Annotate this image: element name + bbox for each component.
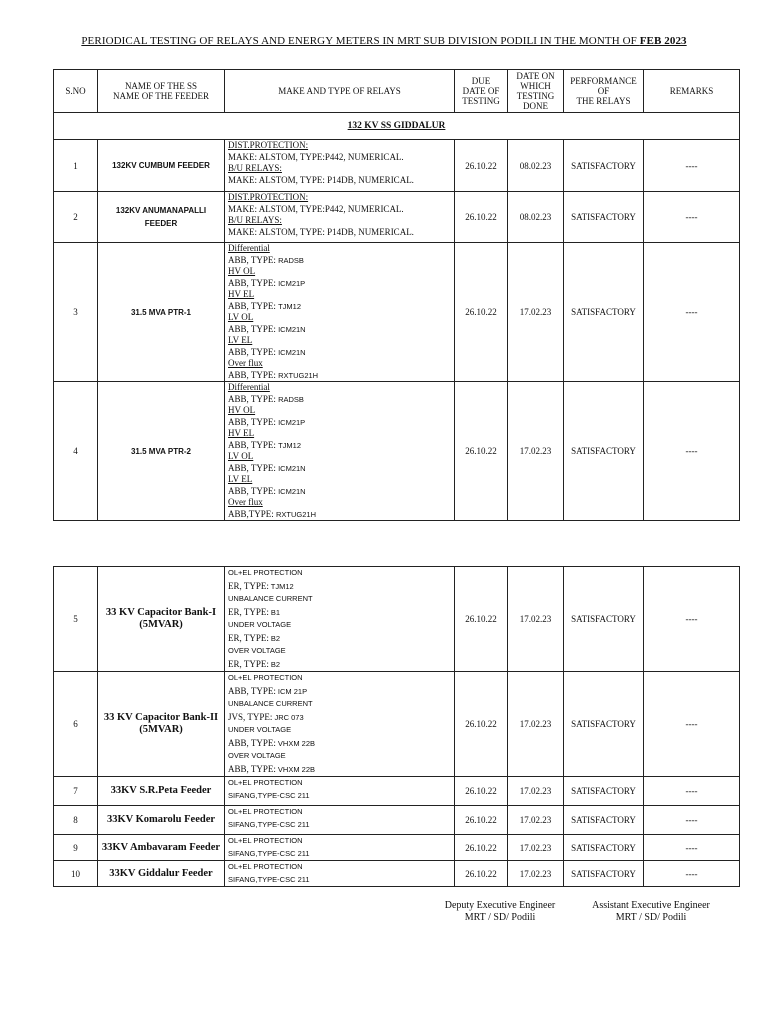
cell-performance: SATISFACTORY [564,672,644,777]
signature-office: MRT / SD/ Podili [464,912,536,923]
cell-performance: SATISFACTORY [564,140,644,192]
relay-line: Over flux [228,358,263,368]
cell-performance: SATISFACTORY [564,777,644,806]
cell-relays [225,777,455,806]
table-row [54,835,740,861]
relay-line: ER, TYPE: B2 [228,658,281,669]
header-due: DUE DATE OF TESTING [455,70,508,113]
cell-remarks: ---- [644,192,740,243]
relay-line: UNDER VOLTAGE [228,725,292,734]
title-month: FEB 2023 [639,35,687,47]
cell-remarks: ---- [644,777,740,806]
page-title [0,35,768,47]
relay-line: ABB, TYPE: RADSB [228,393,304,404]
relay-line: OVER VOLTAGE [228,751,286,760]
relay-line: UNBALANCE CURRENT [228,699,313,708]
relay-line: ABB,TYPE: RXTUG21H [228,508,317,519]
cell-remarks: ---- [644,672,740,777]
cell-remarks: ---- [644,861,740,887]
relay-line: DIST.PROTECTION: [228,140,309,150]
cell-sno: 8 [54,806,98,835]
relay-line: ABB, TYPE: VHXM 22B [228,737,316,748]
cell-due-date: 26.10.22 [455,835,508,861]
cell-name: 33KV Komarolu Feeder [98,806,225,835]
title-text: PERIODICAL TESTING OF RELAYS AND ENERGY METERS IN MRT SUB DIVISION PODILI IN THE MONTH OF [81,35,640,47]
cell-name: 132KV CUMBUM FEEDER [98,140,225,192]
relay-line: ABB, TYPE: VHXM 22B [228,763,316,774]
relay-line: MAKE: ALSTOM, TYPE:P442, NUMERICAL. [228,151,404,162]
table-row [54,567,740,672]
signature-title: Assistant Executive Engineer [592,900,710,911]
relay-line: OL+EL PROTECTION [228,862,303,871]
relay-line: Differential [228,382,270,392]
relay-line: OL+EL PROTECTION [228,778,303,787]
table-row [54,382,740,521]
cell-sno: 9 [54,835,98,861]
table-row [54,192,740,243]
cell-due-date: 26.10.22 [455,567,508,672]
cell-remarks: ---- [644,567,740,672]
relay-line: ABB, TYPE: ICM21N [228,346,306,357]
cell-done-date: 17.02.23 [508,672,564,777]
cell-sno: 10 [54,861,98,887]
cell-sno: 2 [54,192,98,243]
cell-relays [225,567,455,672]
cell-sno: 4 [54,382,98,521]
cell-done-date: 17.02.23 [508,777,564,806]
relay-line: OL+EL PROTECTION [228,673,303,682]
relay-line: B/U RELAYS: [228,163,282,173]
cell-name: 33KV Ambavaram Feeder [98,835,225,861]
relay-line: Differential [228,243,270,253]
cell-done-date: 17.02.23 [508,861,564,887]
cell-remarks: ---- [644,243,740,382]
relay-line: SIFANG,TYPE-CSC 211 [228,790,310,800]
cell-relays [225,835,455,861]
relay-line: DIST.PROTECTION: [228,192,309,202]
relay-table-part-2 [53,566,740,887]
relay-line: HV EL [228,428,255,438]
relay-line: ABB, TYPE: ICM21N [228,485,306,496]
cell-name: 33KV S.R.Peta Feeder [98,777,225,806]
relay-line: LV EL [228,474,253,484]
relay-table-part-1 [53,69,740,521]
cell-name: 33KV Giddalur Feeder [98,861,225,887]
relay-line: LV EL [228,335,253,345]
relay-line: ABB, TYPE: ICM21N [228,462,306,473]
cell-due-date: 26.10.22 [455,243,508,382]
cell-performance: SATISFACTORY [564,567,644,672]
relay-line: ABB, TYPE: ICM21P [228,277,306,288]
header-name: NAME OF THE SS NAME OF THE FEEDER [98,70,225,113]
cell-relays [225,672,455,777]
cell-remarks: ---- [644,806,740,835]
cell-performance: SATISFACTORY [564,806,644,835]
relay-line: UNBALANCE CURRENT [228,594,313,603]
cell-name: 33 KV Capacitor Bank-I (5MVAR) [98,567,225,672]
header-performance: PERFORMANCE OF THE RELAYS [564,70,644,113]
header-sno: S.NO [54,70,98,113]
cell-due-date: 26.10.22 [455,861,508,887]
cell-due-date: 26.10.22 [455,140,508,192]
header-row [54,70,740,113]
relay-line: SIFANG,TYPE-CSC 211 [228,848,310,858]
relay-line: HV EL [228,289,255,299]
relay-line: JVS, TYPE: JRC 073 [228,711,304,722]
cell-due-date: 26.10.22 [455,192,508,243]
signature-aee [580,900,722,924]
cell-name: 132KV ANUMANAPALLI FEEDER [98,192,225,243]
cell-due-date: 26.10.22 [455,672,508,777]
signature-dee [430,900,570,924]
relay-line: LV OL [228,451,254,461]
relay-line: UNDER VOLTAGE [228,620,292,629]
cell-due-date: 26.10.22 [455,777,508,806]
relay-line: ER, TYPE: B1 [228,606,281,617]
relay-line: ABB, TYPE: ICM21P [228,416,306,427]
cell-done-date: 17.02.23 [508,835,564,861]
table-row [54,140,740,192]
cell-name: 31.5 MVA PTR-1 [98,243,225,382]
relay-line: ABB, TYPE: ICM21N [228,323,306,334]
relay-line: ABB, TYPE: TJM12 [228,439,302,450]
cell-sno: 5 [54,567,98,672]
relay-line: OL+EL PROTECTION [228,807,303,816]
cell-remarks: ---- [644,382,740,521]
table-row [54,861,740,887]
cell-name: 33 KV Capacitor Bank-II (5MVAR) [98,672,225,777]
cell-performance: SATISFACTORY [564,861,644,887]
cell-sno: 1 [54,140,98,192]
cell-done-date: 08.02.23 [508,192,564,243]
relay-line: HV OL [228,266,256,276]
cell-relays [225,861,455,887]
header-done: DATE ON WHICH TESTING DONE [508,70,564,113]
cell-performance: SATISFACTORY [564,382,644,521]
cell-done-date: 08.02.23 [508,140,564,192]
relay-line: SIFANG,TYPE-CSC 211 [228,874,310,884]
cell-remarks: ---- [644,140,740,192]
cell-relays [225,140,455,192]
signature-office: MRT / SD/ Podili [615,912,687,923]
section-title: 132 KV SS GIDDALUR [54,113,740,140]
relay-line: ABB, TYPE: RXTUG21H [228,369,319,380]
cell-sno: 6 [54,672,98,777]
section-row [54,113,740,140]
relay-line: OL+EL PROTECTION [228,568,303,577]
cell-relays [225,192,455,243]
cell-sno: 3 [54,243,98,382]
header-remarks: REMARKS [644,70,740,113]
cell-name: 31.5 MVA PTR-2 [98,382,225,521]
cell-relays [225,382,455,521]
cell-done-date: 17.02.23 [508,806,564,835]
cell-done-date: 17.02.23 [508,243,564,382]
cell-remarks: ---- [644,835,740,861]
relay-line: LV OL [228,312,254,322]
cell-due-date: 26.10.22 [455,806,508,835]
table-row [54,243,740,382]
table-row [54,777,740,806]
table-row [54,806,740,835]
cell-performance: SATISFACTORY [564,192,644,243]
relay-line: ER, TYPE: TJM12 [228,580,294,591]
signature-title: Deputy Executive Engineer [444,900,556,911]
relay-line: ABB, TYPE: TJM12 [228,300,302,311]
relay-line: OL+EL PROTECTION [228,836,303,845]
relay-line: MAKE: ALSTOM, TYPE: P14DB, NUMERICAL. [228,174,414,185]
relay-line: Over flux [228,497,263,507]
header-make: MAKE AND TYPE OF RELAYS [225,70,455,113]
relay-line: ER, TYPE: B2 [228,632,281,643]
cell-performance: SATISFACTORY [564,835,644,861]
relay-line: ABB, TYPE: RADSB [228,254,304,265]
relay-line: MAKE: ALSTOM, TYPE: P14DB, NUMERICAL. [228,226,414,237]
relay-line: OVER VOLTAGE [228,646,286,655]
relay-line: ABB, TYPE: ICM 21P [228,685,308,696]
cell-performance: SATISFACTORY [564,243,644,382]
cell-relays [225,243,455,382]
relay-line: B/U RELAYS: [228,215,282,225]
cell-sno: 7 [54,777,98,806]
cell-due-date: 26.10.22 [455,382,508,521]
relay-line: HV OL [228,405,256,415]
cell-done-date: 17.02.23 [508,382,564,521]
relay-line: SIFANG,TYPE-CSC 211 [228,819,310,829]
cell-done-date: 17.02.23 [508,567,564,672]
cell-relays [225,806,455,835]
relay-line: MAKE: ALSTOM, TYPE:P442, NUMERICAL. [228,203,404,214]
table-row [54,672,740,777]
